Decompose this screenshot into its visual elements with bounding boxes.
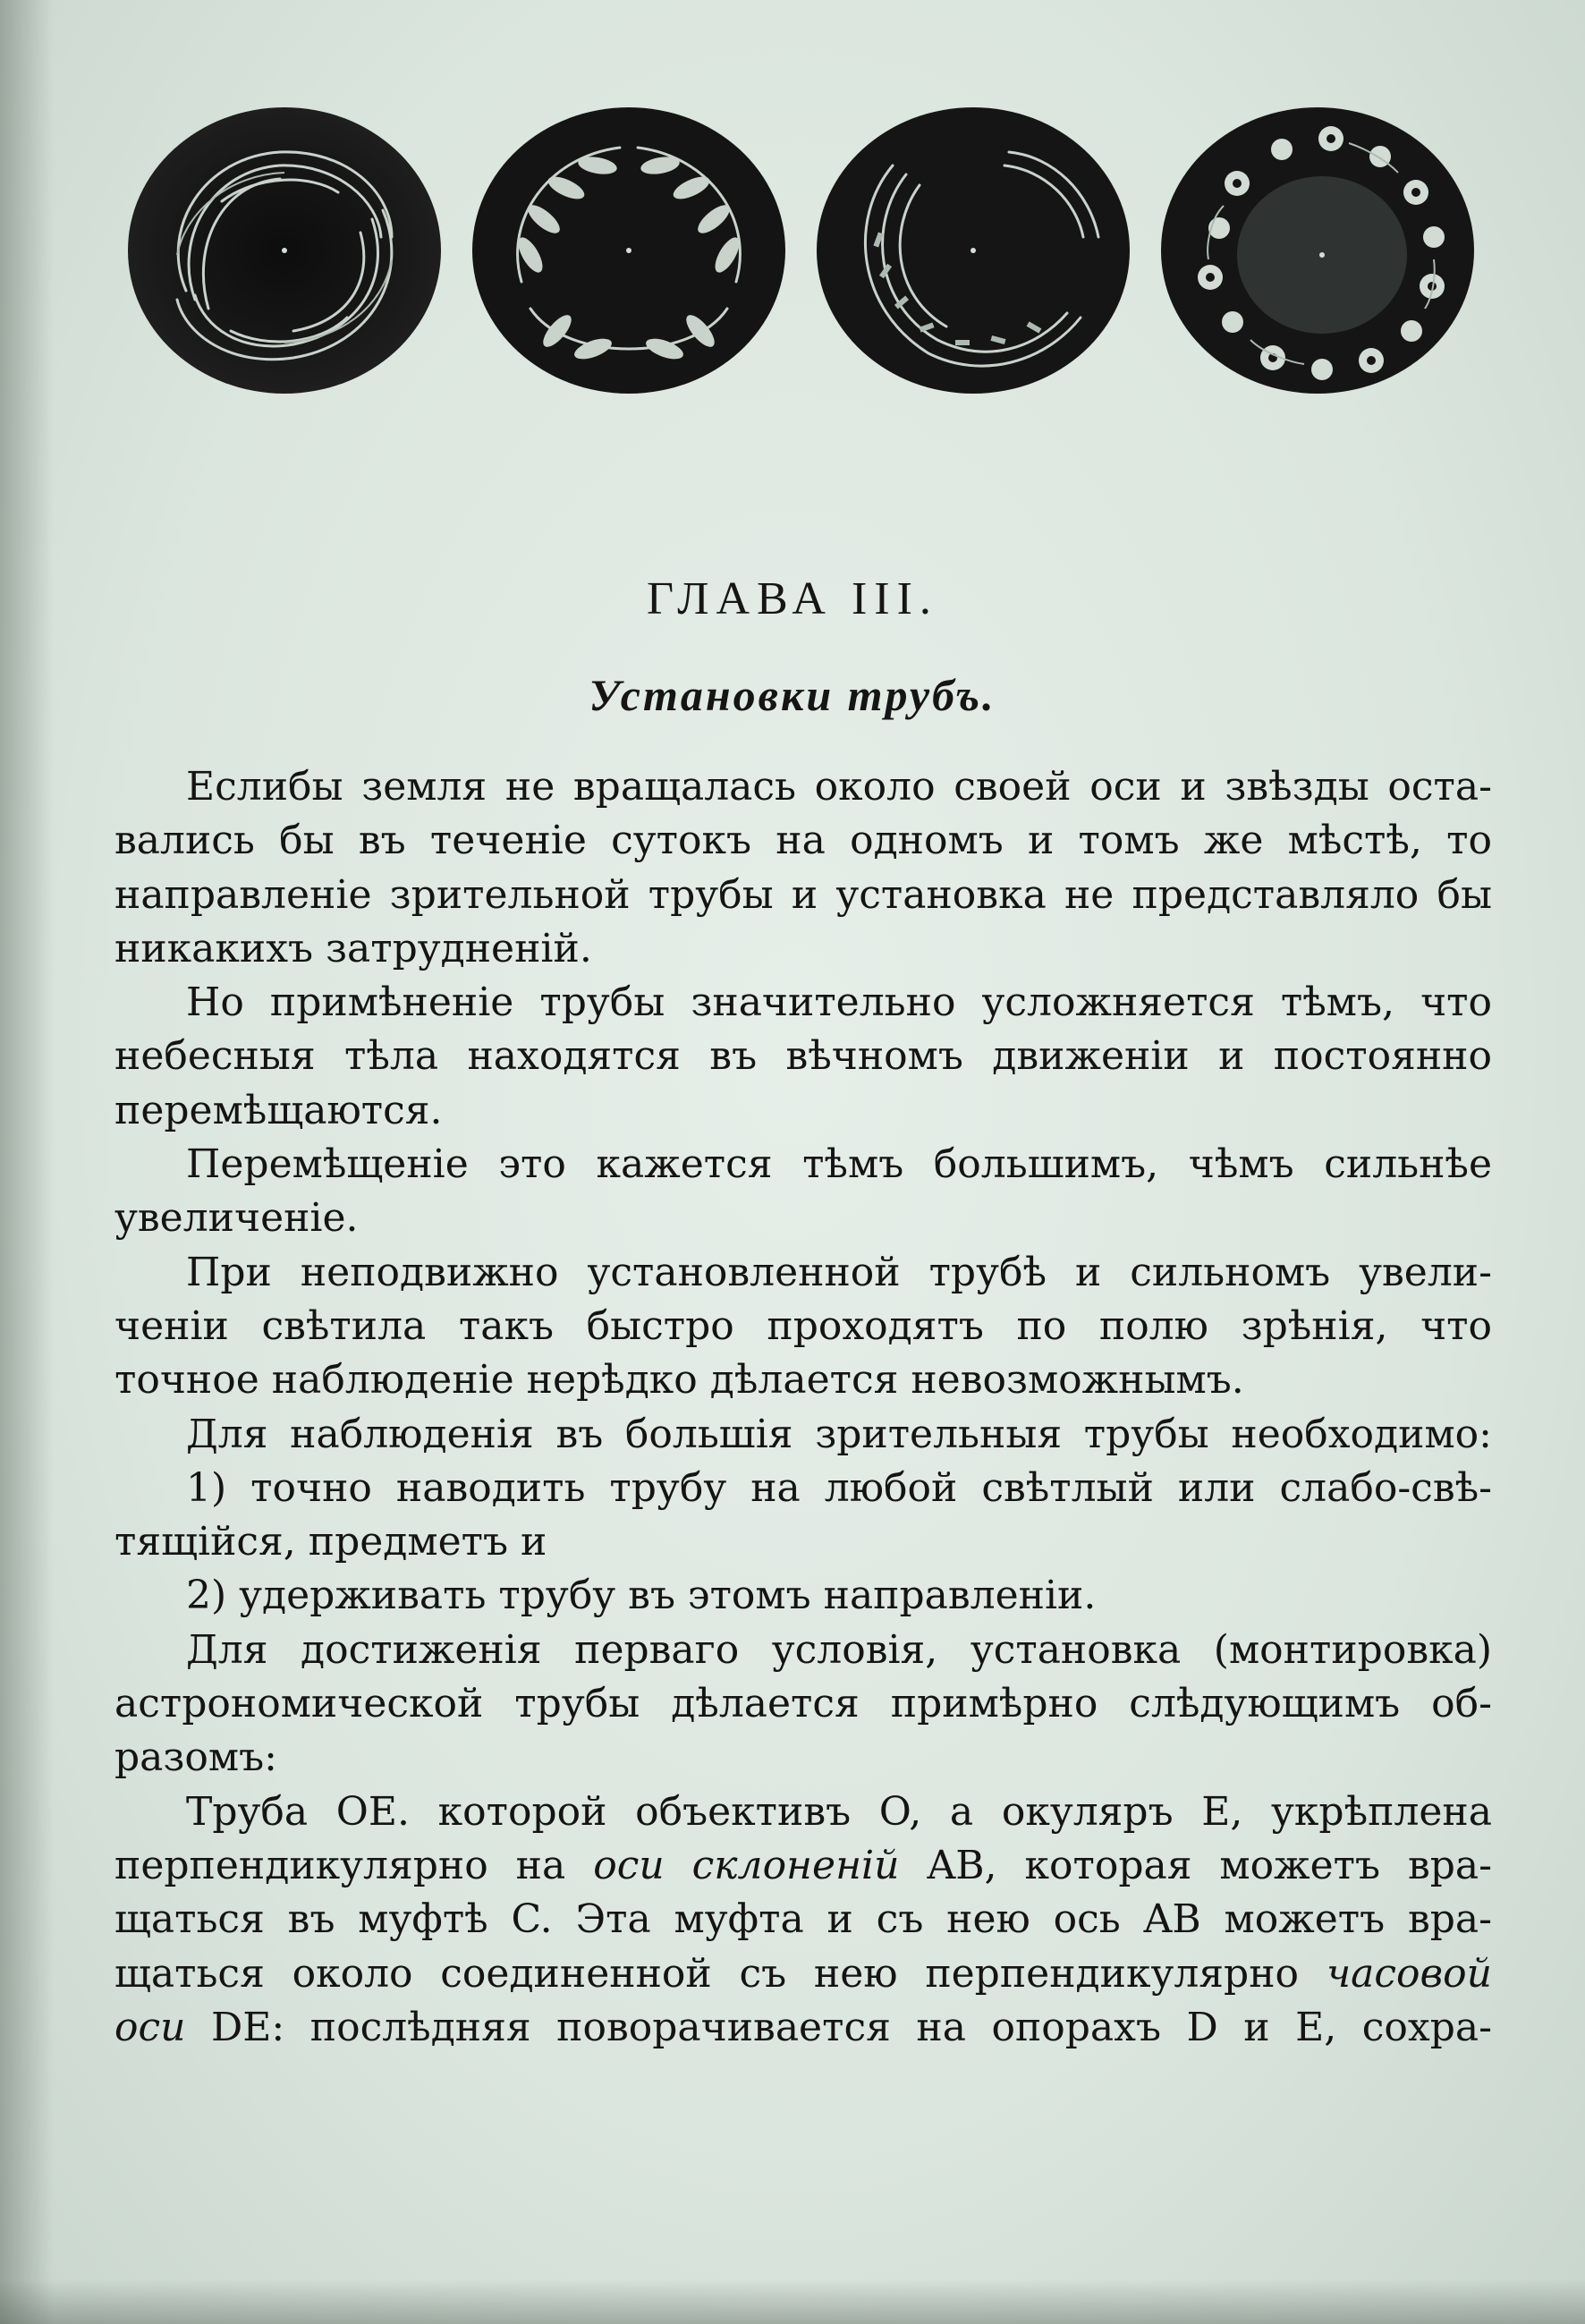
- text-line: 1) точно наводить трубу на любой свѣтлый или слабо-свѣ-: [186, 1464, 1492, 1511]
- text-run: AB, которая можетъ вра-: [899, 1842, 1492, 1888]
- text-line: Но примѣненіе трубы значительно усложняется тѣмъ, что: [186, 980, 1492, 1026]
- text-line: 2) удерживать трубу въ этомъ направленіи.: [186, 1573, 1097, 1619]
- text-run: DE: послѣдняя поворачивается на опорахъ D и E, сохра-: [185, 2004, 1492, 2050]
- text-line: Перемѣщеніе это кажется тѣмъ большимъ, чѣмъ сильнѣе: [186, 1141, 1492, 1188]
- body-text: [114, 760, 1492, 2055]
- crescent-swirl-ornament: [812, 103, 1134, 398]
- text-line: Для наблюденія въ большія зрительныя трубы необходимо:: [186, 1411, 1492, 1457]
- text-line: астрономической трубы дѣлается примѣрно слѣдующимъ об-: [114, 1681, 1492, 1727]
- text-line: ченіи свѣтила такъ быстро проходятъ по полю зрѣнія, что: [114, 1302, 1492, 1349]
- laurel-wreath-ornament: [468, 103, 790, 398]
- italic-term: оси: [114, 2004, 186, 2050]
- text-line: При неподвижно установленной трубѣ и сильномъ увели-: [186, 1249, 1492, 1295]
- text-line: вались бы въ теченіе сутокъ на одномъ и томъ же мѣстѣ, то: [114, 818, 1492, 864]
- text-line: точное наблюденіе нерѣдко дѣлается невозможнымъ.: [114, 1357, 1244, 1404]
- text-line: [114, 2001, 1492, 2055]
- italic-term: оси склоненій: [593, 1842, 900, 1888]
- chapter-subtitle: Установки трубъ.: [589, 670, 996, 720]
- text-line: щаться въ муфтѣ C. Эта муфта и съ нею ось AB можетъ вра-: [114, 1896, 1492, 1943]
- text-line: тящійся, предметъ и: [114, 1519, 547, 1565]
- text-line: разомъ:: [114, 1735, 277, 1781]
- text-line: перемѣщаются.: [114, 1087, 443, 1133]
- text-line: никакихъ затрудненій.: [114, 925, 592, 971]
- italic-term: часовой: [1326, 1950, 1492, 1997]
- text-line: увеличеніе.: [114, 1195, 359, 1242]
- chapter-title: ГЛАВА III.: [647, 573, 938, 624]
- page-edge-shadow-left: [0, 0, 54, 2324]
- text-run: перпендикулярно на: [114, 1842, 594, 1888]
- text-line: [114, 1839, 1492, 1893]
- text-line: Еслибы земля не вращалась около своей оси и звѣзды оста-: [186, 764, 1492, 810]
- swirl-ornament: [123, 103, 445, 398]
- page-edge-shadow-bottom: [0, 2279, 1585, 2324]
- flower-wreath-ornament: [1157, 103, 1479, 398]
- text-line: [114, 1947, 1492, 2001]
- text-line: направленіе зрительной трубы и установка не представляло бы: [114, 871, 1492, 918]
- text-line: небесныя тѣла находятся въ вѣчномъ движеніи и постоянно: [114, 1033, 1492, 1080]
- text-line: Труба OE. которой объективъ O, а окуляръ E, укрѣплена: [186, 1788, 1492, 1835]
- ornament-row: [123, 103, 1483, 398]
- text-run: щаться около соединенной съ нею перпендикулярно: [114, 1950, 1326, 1997]
- text-line: Для достиженія перваго условія, установка (монтировка): [186, 1626, 1492, 1673]
